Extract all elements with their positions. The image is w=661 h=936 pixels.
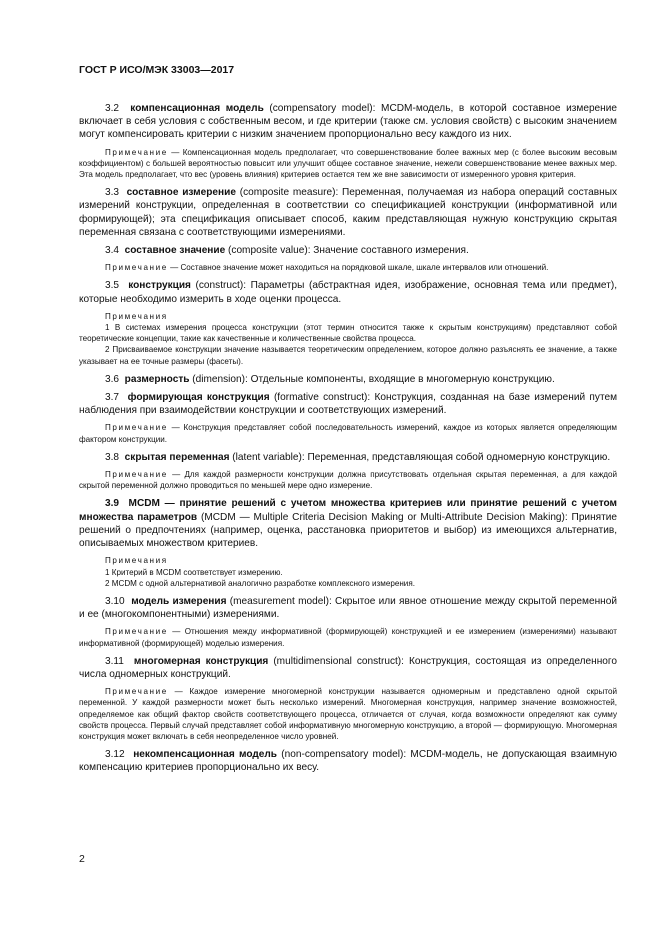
term-definition: (non-compensatory model): MCDM-модель, не допускающая взаимную компенсацию критериев пропорционально их весу. [79,749,617,774]
notes-label: Примечания [105,556,168,566]
note-label: Примечание [105,470,168,480]
note-item: 1 Критерий в MCDM соответствует измерению. [105,567,283,577]
note-item: 2 Присваиваемое конструкции значение называется теоретическим определением, которое должно разъяснять ее значение, а также указывает на ее точные размеры (фасеты). [79,345,617,366]
term-definition: (measurement model): Скрытое или явное отношение между скрытой переменной и ее (многокомпонентными) измерениями. [79,595,617,621]
standard-header: ГОСТ Р ИСО/МЭК 33003—2017 [79,64,235,76]
note-item: 1 В системах измерения процесса конструкции (этот термин относится также к скрытым конструкциям) представляют собой теоретические концепции, такие как качественные и количественные свойства процесса. [79,323,617,344]
note-3-4: Примечание — Составное значение может находиться на порядковой шкале, шкале интервалов или отношений. [105,263,549,273]
term-name: размерность [124,373,190,385]
entry-3-12: 3.12 некомпенсационная модель (non-compensatory model): MCDM-модель, не допускающая взаимную компенсацию критериев пропорционально их весу. [79,749,617,774]
term-name: модель измерения [131,595,227,607]
term-definition: (construct): Параметры (абстрактная идея, изображение, основная тема или предмет), которые необходимо измерить в ходе оценки процесса. [79,280,617,305]
entry-3-2: 3.2 компенсационная модель (compensatory model): MCDM-модель, в которой составное измерение включает в себя условия с собственным весом, и где критерии (также см. условия свойств) с высоким значением могут компенсировать критерии с низким значением пропорционально весу каждого из них. [79,103,617,141]
note-label: Примечание [105,423,168,433]
term-name: компенсационная модель [130,103,264,114]
term-definition: (composite measure): Переменная, получаемая из набора операций составных измерений конструкции, определенная в соответствии со спецификацией конструкции (информативной или формирующей); эта спецификация описывает способ, каким представляющая нужную конструкцию скрытая переменная связана с соответствующими измерениями. [79,187,618,238]
document-page [79,64,617,780]
note-3-8: Примечание — Для каждой размерности конструкции должна присутствовать отдельная скрытая переменная, а для каждой скрытой переменной должно проводиться по меньшей мере одно измерение. [79,470,617,491]
page-number: 2 [79,853,85,865]
term-name: составное измерение [126,187,236,199]
term-name: MCDM — принятие решений с учетом множества критериев или принятие решений с учетом множества параметров [79,498,618,523]
notes-3-5 [79,311,617,367]
entry-3-8: 3.8 скрытая переменная (latent variable): Переменная, представляющая собой одномерную конструкцию. [105,451,611,463]
term-name: некомпенсационная модель [133,749,278,761]
term-definition: (multidimensional construct): Конструкция, состоящая из определенного числа одномерных конструкций. [79,655,617,680]
term-definition: (compensatory model): MCDM-модель, в которой составное измерение включает в себя условия с собственным весом, и где критерии (также см. условия свойств) с высоким значением могут компенсировать критерии с низким значением пропорционально весу каждого из них. [79,103,617,141]
note-label: Примечание [105,627,168,637]
term-name: конструкция [128,280,191,292]
entry-3-4: 3.4 составное значение (composite value): Значение составного измерения. [105,245,469,257]
note-label: Примечание [105,263,168,273]
entry-3-11: 3.11 многомерная конструкция (multidimensional construct): Конструкция, состоящая из определенного числа одномерных конструкций. [79,655,617,680]
entry-3-9: 3.9 MCDM — принятие решений с учетом множества критериев или принятие решений с учетом множества параметров (MCDM — Multiple Criteria Decision Making or Multi-Attribute Decision Making): Принятие решений о предпочтениях (например, оценка, расстановка приоритетов и выбор) из имеющихся альтернатив, описываемых множеством критериев. [79,498,618,550]
entry-3-6: 3.6 размерность (dimension): Отдельные компоненты, входящие в многомерную конструкцию. [105,373,555,385]
term-definition: (composite value): Значение составного измерения. [225,245,469,257]
notes-3-9 [79,555,617,589]
term-definition: (latent variable): Переменная, представляющая собой одномерную конструкцию. [229,451,611,463]
note-label: Примечание [105,147,168,157]
term-name: составное значение [124,245,226,257]
entry-3-5: 3.5 конструкция (construct): Параметры (абстрактная идея, изображение, основная тема или предмет), которые необходимо измерить в ходе оценки процесса. [79,280,617,305]
entry-3-3: 3.3 составное измерение (composite measure): Переменная, получаемая из набора операций составных измерений конструкции, определенная в соответствии со спецификацией конструкции (информативной или формирующей); эта спецификация описывает способ, каким представляющая нужную конструкцию скрытая переменная связана с соответствующими измерениями. [79,187,618,238]
term-definition: (formative construct): Конструкция, созданная на базе измерений путем наблюдения при взаимодействии конструкции и соответствующих измерений. [79,392,618,417]
note-label: Примечание [105,687,168,697]
entry-3-10: 3.10 модель измерения (measurement model): Скрытое или явное отношение между скрытой переменной и ее (многокомпонентными) измерениями. [79,595,617,621]
term-definition: (dimension): Отдельные компоненты, входящие в многомерную конструкцию. [189,373,555,385]
term-definition: (MCDM — Multiple Criteria Decision Making or Multi-Attribute Decision Making): Принятие решений о предпочтениях (например, оценка, расстановка приоритетов и выбор) из имеющихся альтернатив, описываемых множеством критериев. [79,511,617,550]
term-name: формирующая конструкция [127,392,270,404]
note-item: 2 MCDM с одной альтернативой аналогично разработке комплексного измерения. [105,578,415,588]
note-3-10: Примечание — Отношения между информативной (формирующей) конструкцией и ее измерением (измерениями) называют информативной (формирующей) моделью измерения. [79,627,617,648]
note-3-7: Примечание — Конструкция представляет собой последовательность измерений, каждое из которых является определяющим фактором конструкции. [79,423,617,444]
term-name: скрытая переменная [124,451,230,463]
note-3-2: Примечание — Компенсационная модель предполагает, что совершенствование более важных мер (с более высоким весовым коэффициентом) с большей вероятностью повысит или улучшит общее составное значение, нежели совершенствование менее важных мер. Эта модель предполагает, что вес (уровень влияния) критериев остается тем же вне зависимости от измеренного уровня критерия. [79,147,617,180]
entry-3-7: 3.7 формирующая конструкция (formative construct): Конструкция, созданная на базе измерений путем наблюдения при взаимодействии конструкции и соответствующих измерений. [79,392,618,417]
term-name: многомерная конструкция [133,655,269,667]
note-3-11: Примечание — Каждое измерение многомерной конструкции называется одномерным и представлено одной скрытой переменной. У каждой размерности может быть несколько измерений. Многомерная конструкция, например значение возможностей, определяемое как общий фактор свойств соответствующего процесса, отличается от случая, когда возможности определяют как сумму свойств процесса. Первый случай представляет собой информативную многомерную конструкцию, а второй — формирующую. Многомерная конструкция может включать в себя неопределенное число уровней. [79,687,617,741]
notes-label: Примечания [105,311,168,321]
